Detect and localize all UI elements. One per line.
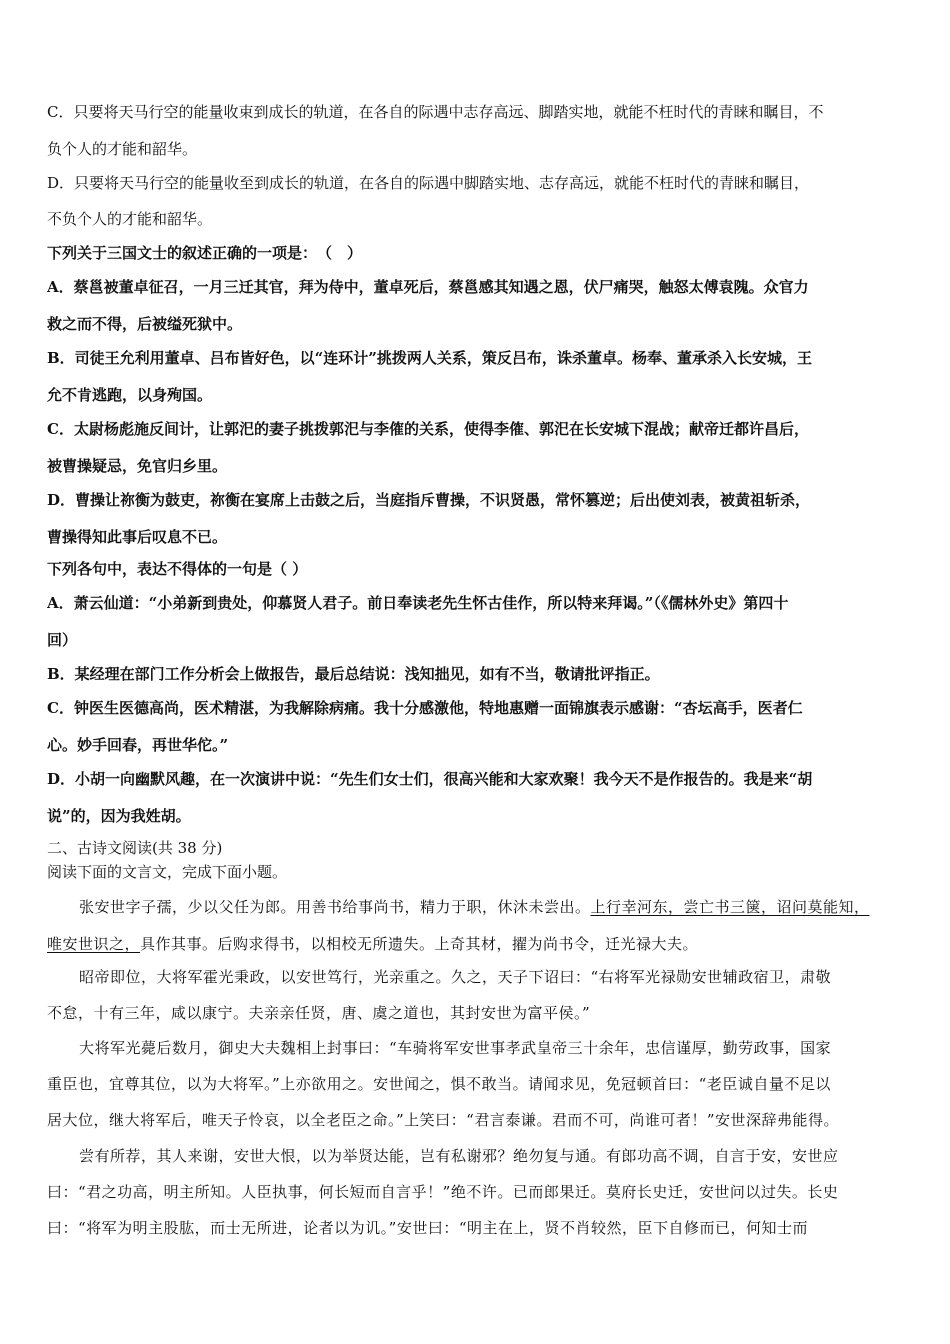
passage-p4-line1: 尝有所荐，其人来谢，安世大恨，以为举贤达能，岂有私谢邪？绝勿复与通。有郎功高不调，自言于安，安世应 (79, 1147, 839, 1165)
prev-option-d-line2: 不负个人的才能和韶华。 (47, 210, 213, 228)
sanguo-option-b-line2: 允不肯逃跑，以身殉国。 (47, 386, 213, 404)
passage-p4-line2: 曰：“君之功高，明主所知。人臣执事，何长短而自言乎！”绝不许。已而郎果迁。莫府长史迁，安世问以过失。长史 (47, 1183, 839, 1201)
passage-p3-line2: 重臣也，宜尊其位，以为大将军。”上亦欲用之。安世闻之，惧不敢当。请闻求见，免冠顿首曰：“老臣诚自量不足以 (47, 1075, 831, 1093)
passage-underlined-sentence-part1: 上行幸河东，尝亡书三箧，诏问莫能知， (590, 898, 870, 916)
passage-underlined-sentence-part2: 唯安世识之， (47, 935, 141, 953)
sanguo-option-c-line2: 被曹操疑忌，免官归乡里。 (47, 457, 228, 475)
section-heading: 二、古诗文阅读(共 38 分) (47, 839, 223, 857)
prev-option-c-line1: C．只要将天马行空的能量收束到成长的轨道，在各自的际遇中志存高远、脚踏实地，就能不枉时代的青睐和瞩目，不 (47, 103, 824, 121)
prev-option-c-line2: 负个人的才能和韶华。 (47, 140, 198, 158)
passage-p2-line2: 不怠，十有三年，咸以康宁。夫亲亲任贤，唐、虞之道也，其封安世为富平侯。” (47, 1004, 591, 1022)
biaoda-option-d-line1: D．小胡一向幽默风趣，在一次演讲中说：“先生们女士们，很高兴能和大家欢聚！我今天不是作报告的。我是来“胡 (47, 770, 813, 788)
sanguo-option-d-line2: 曹操得知此事后叹息不已。 (47, 528, 228, 546)
passage-p3-line3: 居大位，继大将军后，唯天子怜哀，以全老臣之命。”上笑曰：“君言泰谦。君而不可，尚谁可者！”安世深辞弗能得。 (47, 1111, 840, 1129)
biaoda-option-b-line1: B．某经理在部门工作分析会上做报告，最后总结说：浅知拙见，如有不当，敬请批评指正。 (47, 665, 660, 683)
biaoda-option-a-line1: A．萧云仙道：“小弟新到贵处，仰慕贤人君子。前日奉读老先生怀古佳作，所以特来拜谒。”（《儒林外史》第四十 (47, 594, 789, 612)
sanguo-option-b-line1: B．司徒王允利用董卓、吕布皆好色，以“连环计”挑拨两人关系，策反吕布，诛杀董卓。杨奉、董承杀入长安城，王 (47, 349, 812, 367)
sanguo-option-a-line2: 救之而不得，后被缢死狱中。 (47, 315, 243, 333)
sanguo-option-c-line1: C．太尉杨彪施反间计，让郭汜的妻子挑拨郭汜与李傕的关系，使得李傕、郭汜在长安城下混战；献帝迁都许昌后， (47, 420, 809, 438)
sanguo-option-a-line1: A．蔡邕被董卓征召，一月三迁其官，拜为侍中，董卓死后，蔡邕感其知遇之恩，伏尸痛哭，触怒太傅袁隗。众官力 (47, 278, 809, 296)
passage-p1-text: 张安世字子孺，少以父任为郎。用善书给事尚书，精力于职，休沐未尝出。 (79, 898, 591, 916)
passage-p1-line1 (79, 896, 920, 918)
passage-p3-line1: 大将军光薨后数月，御史大夫魏相上封事曰：“车骑将军安世事孝武皇帝三十余年，忠信谨厚，勤劳政事，国家 (79, 1039, 832, 1057)
biaoda-question-stem: 下列各句中，表达不得体的一句是（ ） (47, 560, 308, 578)
section-instruction: 阅读下面的文言文，完成下面小题。 (47, 863, 288, 881)
sanguo-question-stem: 下列关于三国文士的叙述正确的一项是： （ ） (47, 244, 363, 262)
passage-p4-line3: 曰：“将军为明主股肱，而士无所进，论者以为讥。”安世曰：“明主在上，贤不肖较然，臣下自修而已，何知士而 (47, 1219, 809, 1237)
sanguo-option-d-line1: D．曹操让祢衡为鼓吏，祢衡在宴席上击鼓之后，当庭指斥曹操，不识贤愚，常怀篡逆；后出使刘表，被黄祖斩杀， (47, 491, 811, 509)
passage-p1-line2 (47, 933, 920, 955)
biaoda-option-c-line1: C．钟医生医德高尚，医术精湛，为我解除病痛。我十分感激他，特地惠赠一面锦旗表示感谢：“杏坛高手，医者仁 (47, 699, 803, 717)
passage-p1-text-cont: 具作其事。后购求得书，以相校无所遗失。上奇其材，擢为尚书令，迁光禄大夫。 (140, 935, 699, 953)
biaoda-option-c-line2: 心。妙手回春，再世华佗。” (47, 736, 229, 754)
passage-p2-line1: 昭帝即位，大将军霍光秉政，以安世笃行，光亲重之。久之，天子下诏曰：“右将军光禄勋安世辅政宿卫，肃敬 (79, 968, 832, 986)
biaoda-option-d-line2: 说”的，因为我姓胡。 (47, 807, 191, 825)
prev-option-d-line1: D．只要将天马行空的能量收至到成长的轨道，在各自的际遇中脚踏实地、志存高远，就能不枉时代的青睐和瞩目， (47, 174, 810, 192)
biaoda-option-a-line2: 回） (47, 631, 78, 649)
